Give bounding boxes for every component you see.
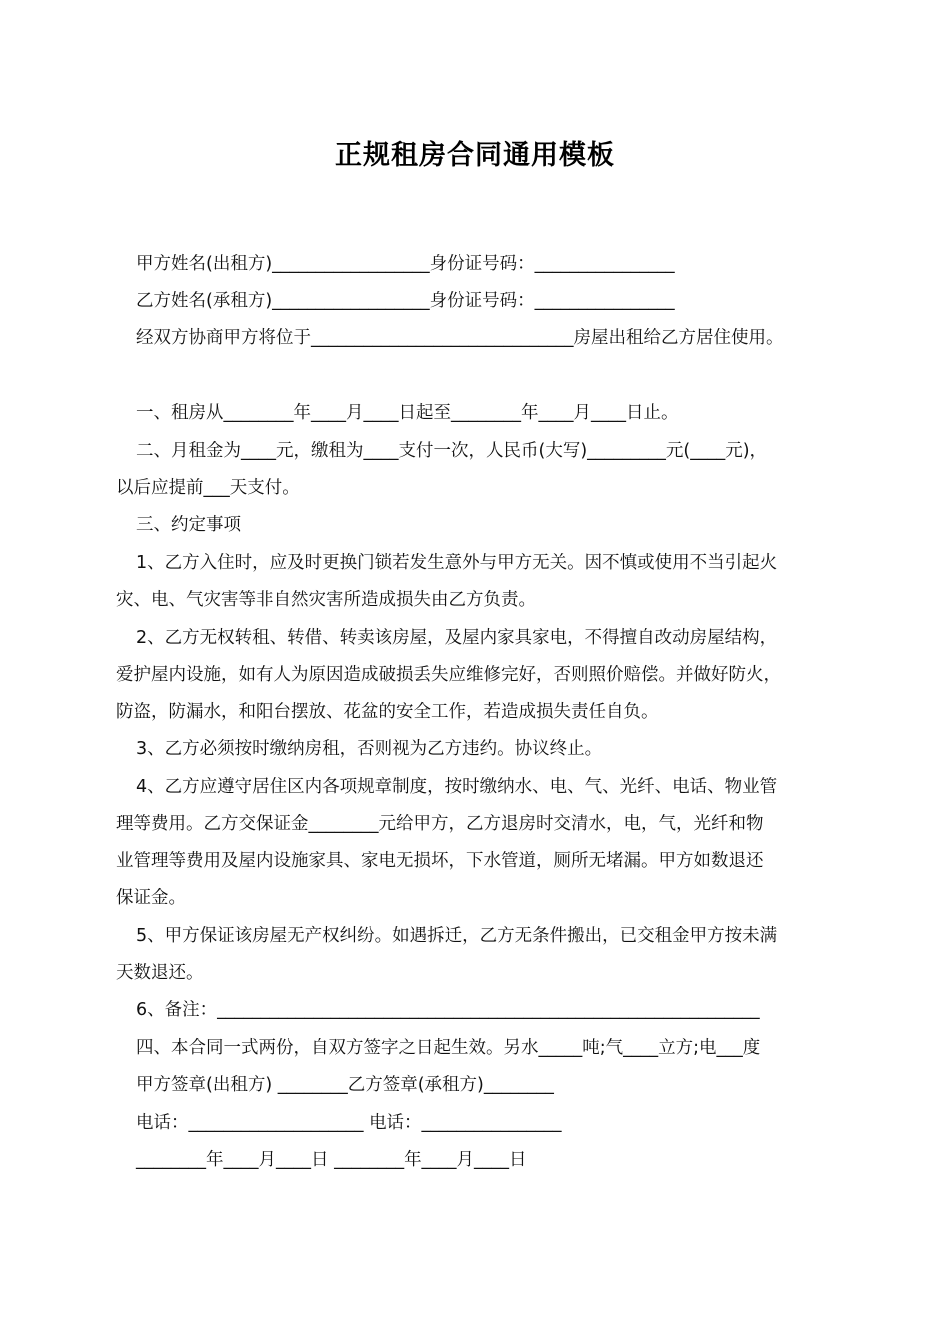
- property-line: 经双方协商甲方将位于______________________________房屋出租给乙方居住使用。: [136, 328, 784, 348]
- clause-2-cont-line: 以后应提前___天支付。: [116, 478, 300, 498]
- document-title: 正规租房合同通用模板: [335, 140, 615, 171]
- item-1-line-b: 灾、电、气灾害等非自然灾害所造成损失由乙方负责。: [116, 590, 536, 610]
- clause-3-heading: 三、约定事项: [136, 515, 241, 535]
- phone-line: 电话：____________________ 电话：________________: [136, 1113, 562, 1133]
- item-2-line-a: 2、乙方无权转租、转借、转卖该房屋，及屋内家具家电，不得擅自改动房屋结构，: [136, 628, 778, 648]
- signature-line: 甲方签章(出租方) ________乙方签章(承租方)________: [136, 1075, 554, 1095]
- clause-1-line: 一、租房从________年____月____日起至________年____月____日止。: [136, 403, 679, 423]
- item-4-line-b: 理等费用。乙方交保证金________元给甲方，乙方退房时交清水，电，气，光纤和物: [116, 814, 764, 834]
- item-5-line-b: 天数退还。: [116, 963, 204, 983]
- item-6-remarks-line: 6、备注：______________________________________________________________: [136, 1000, 760, 1020]
- item-4-line-c: 业管理等费用及屋内设施家具、家电无损坏，下水管道，厕所无堵漏。甲方如数退还: [116, 851, 764, 871]
- item-2-line-b: 爱护屋内设施，如有人为原因造成破损丢失应维修完好，否则照价赔偿。并做好防火，: [116, 665, 781, 685]
- item-4-line-d: 保证金。: [116, 888, 186, 908]
- clause-4-line: 四、本合同一式两份，自双方签字之日起生效。另水_____吨;气____立方;电___度: [136, 1038, 761, 1058]
- item-4-line-a: 4、乙方应遵守居住区内各项规章制度，按时缴纳水、电、气、光纤、电话、物业管: [136, 777, 778, 797]
- item-2-line-c: 防盗，防漏水，和阳台摆放、花盆的安全工作，若造成损失责任自负。: [116, 702, 659, 722]
- clause-2-line: 二、月租金为____元，缴租为____支付一次，人民币(大写)_________元(____元)，: [136, 441, 768, 461]
- date-line: ________年____月____日 ________年____月____日: [136, 1150, 527, 1170]
- item-5-line-a: 5、甲方保证该房屋无产权纠纷。如遇拆迁，乙方无条件搬出，已交租金甲方按未满: [136, 926, 778, 946]
- party-b-line: 乙方姓名(承租方)__________________身份证号码：________________: [136, 291, 675, 311]
- item-3-line: 3、乙方必须按时缴纳房租，否则视为乙方违约。协议终止。: [136, 739, 603, 759]
- party-a-line: 甲方姓名(出租方)__________________身份证号码：________________: [136, 254, 675, 274]
- item-1-line-a: 1、乙方入住时，应及时更换门锁若发生意外与甲方无关。因不慎或使用不当引起火: [136, 553, 778, 573]
